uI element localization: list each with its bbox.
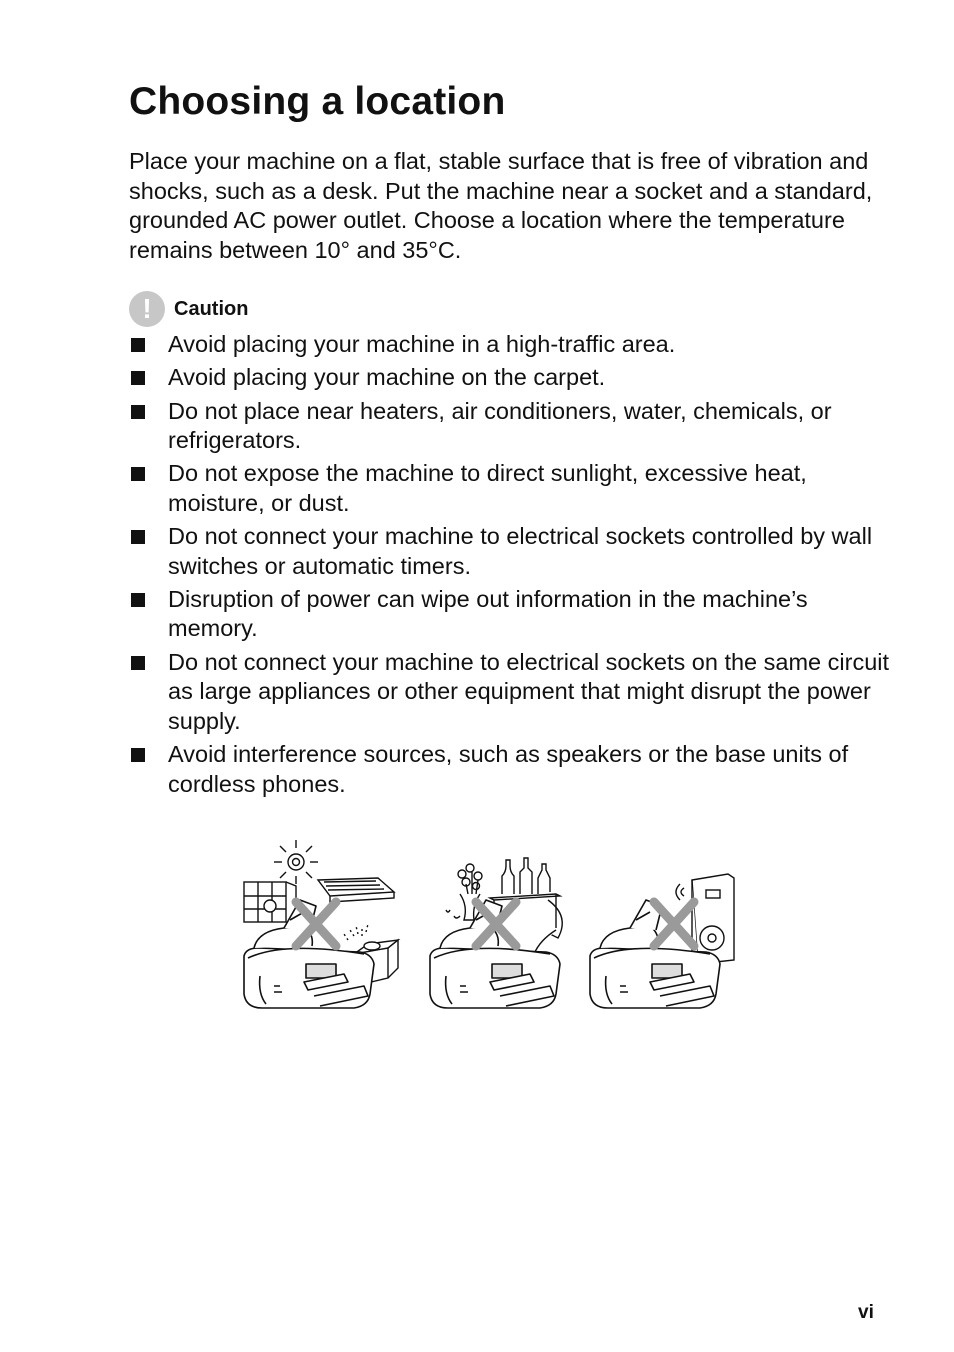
list-item-text: Disruption of power can wipe out information in the machine’s memory. <box>168 585 808 642</box>
page-title: Choosing a location <box>129 80 506 123</box>
list-item <box>129 648 889 737</box>
panel-heat-sunlight <box>244 840 398 1008</box>
bullet-square-icon <box>131 371 145 385</box>
list-item-text: Do not expose the machine to direct sunlight, excessive heat, moisture, or dust. <box>168 460 807 516</box>
bullet-square-icon <box>131 467 145 481</box>
bullet-square-icon <box>131 530 145 544</box>
list-item-text: Avoid placing your machine on the carpet. <box>168 364 606 391</box>
caution-label: Caution <box>174 297 249 320</box>
list-item-text: Avoid interference sources, such as speakers or the base units of cordless phones. <box>168 741 849 797</box>
list-item-text: Do not connect your machine to electrical sockets on the same circuit as large appliances or other equipment that might disrupt the power supply. <box>168 648 890 734</box>
panel-water-chemicals <box>430 858 562 1008</box>
list-item <box>129 585 889 644</box>
panel-speaker <box>590 874 738 1008</box>
bullet-square-icon <box>131 656 145 670</box>
list-item <box>129 740 889 799</box>
list-item <box>129 330 889 360</box>
bullet-square-icon <box>131 748 145 762</box>
list-item <box>129 459 889 518</box>
list-item <box>129 522 889 581</box>
caution-header <box>129 290 248 328</box>
list-item <box>129 363 889 393</box>
intro-paragraph: Place your machine on a flat, stable surface that is free of vibration and shocks, such as a desk. Put the machine near a socket and a standard, grounded AC power outlet. Choose a location where the temperature remains between 10° and 35°C. <box>129 148 873 263</box>
list-item-text: Avoid placing your machine in a high-traffic area. <box>168 331 676 357</box>
caution-list <box>129 330 889 803</box>
list-item-text: Do not place near heaters, air conditioners, water, chemicals, or refrigerators. <box>168 397 832 454</box>
list-item-text: Do not connect your machine to electrical sockets controlled by wall switches or automatic timers. <box>168 523 873 579</box>
bullet-square-icon <box>131 405 145 419</box>
exclamation-icon: ! <box>129 291 165 327</box>
bullet-square-icon <box>131 338 145 352</box>
page-number: vi <box>858 1302 874 1323</box>
placement-illustration <box>238 836 738 1016</box>
bullet-square-icon <box>131 593 145 607</box>
list-item <box>129 397 889 456</box>
